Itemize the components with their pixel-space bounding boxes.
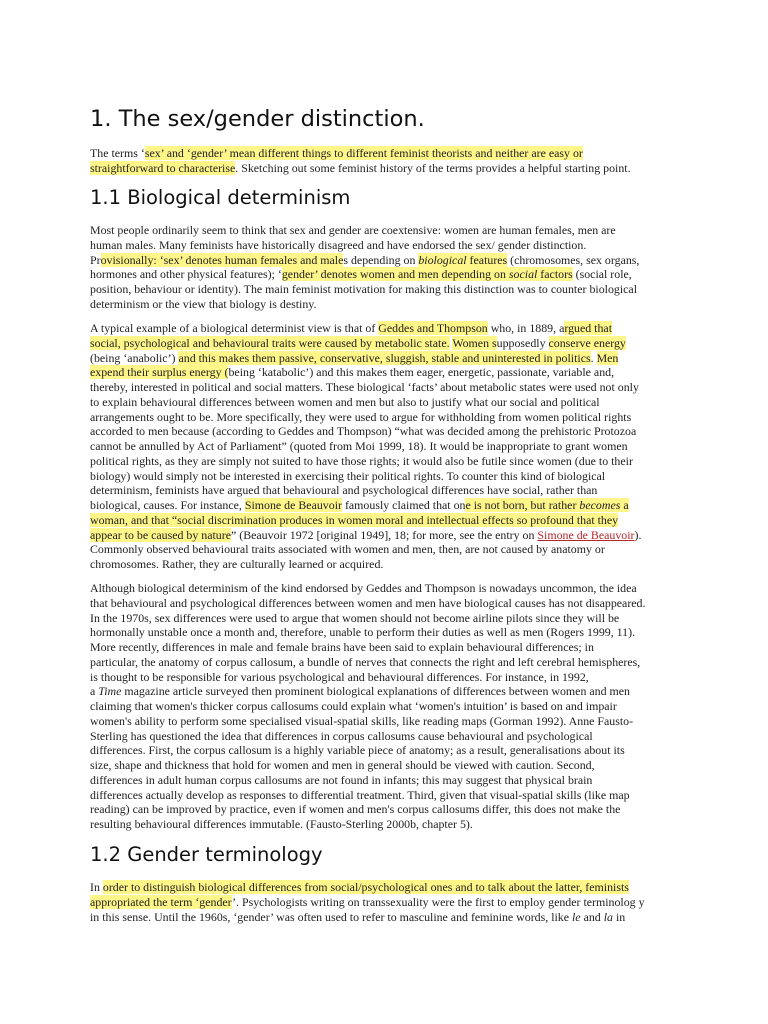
text-line [90,351,678,366]
text-run: magazine article surveyed then prominent biological explanations of differences between women and men [121,684,630,699]
highlighted-text: expend their surplus energy ( [90,365,229,380]
text-line [90,655,678,670]
text-run: is thought to be responsible for various psychological and behavioural differences. For instance, in 1992, [90,669,589,684]
text-run: Commonly observed behavioural traits associated with women and men, then, are not caused by anatomy or [90,542,605,557]
text-line [90,483,678,498]
text-line [90,267,678,282]
highlighted-text: gender’ denotes women and men depending on [281,267,509,282]
highlighted-text: features [466,252,508,267]
text-run: (social role, [572,267,632,282]
text-run: hormones and other physical features); ‘ [90,267,282,282]
text-line [90,699,678,714]
text-run: ” (Beauvoir 1972 [original 1949], 18; for more, see the entry on [230,527,538,542]
text-run: women's ability to perform some specialised visual-spatial skills, like reading maps (Gorman 1992). Anne Fausto- [90,713,634,728]
text-line [90,282,678,297]
highlighted-text: factors [537,267,573,282]
text-run: upposedly [496,335,549,350]
highlighted-text: biological [418,252,467,267]
text-run: hormonally unstable once a month and, therefore, unable to perform their duties as well as men (Rogers 1999, 11). [90,625,636,640]
text-line [90,773,678,788]
text-run: position, behaviour or identity). The main feminist motivation for making this distinction was to counter biological [90,282,637,296]
text-run: Time [98,684,122,699]
text-run: famously claimed that on [341,498,466,512]
text-line [90,238,678,253]
text-run: accorded to men because (according to Geddes and Thompson) “what was decided among the prehistoric Protozoa [90,424,637,439]
highlighted-text: conserve energy [548,335,626,350]
text-line [90,380,678,395]
text-line [90,729,678,744]
text-run: s depending on [343,252,419,267]
text-run: ’. Psychologists writing on transsexuality were the first to employ gender terminolog y [232,894,645,909]
highlighted-text: appropriated the term ‘gender [90,894,233,909]
text-line [90,297,678,312]
text-line [90,895,678,910]
text-run: determinism, feminists have argued that behavioural and psychological differences have social, rather than [90,483,598,498]
text-run: political rights, as they are simply not suited to have those rights; it would also be futile since women (due to their [90,453,633,468]
text-line [90,454,678,469]
text-run: Pr [90,252,101,267]
highlighted-text: social [508,267,538,282]
text-run: determinism or the view that biology is destiny. [90,296,317,311]
text-run: In the 1970s, sex differences were used to argue that women should not become airline pilots since they will be [90,610,620,625]
text-line [90,223,678,238]
text-line [90,410,678,425]
text-line [90,469,678,484]
text-line [90,161,678,176]
text-run: differences in adult human corpus callosums are not found in infants; this may suggest that physical brain [90,772,593,787]
text-run: resulting behavioural differences immutable. (Fausto-Sterling 2000b, chapter 5). [90,817,473,831]
text-run: biological, causes. For instance, [90,498,245,512]
text-line [90,714,678,729]
text-run: reading) can be improved by practice, even if women and men's corpus callosums differ, this does not make the [90,802,621,817]
highlighted-text: Women s [452,335,497,350]
highlighted-text: rgued that [564,321,613,335]
highlighted-text: a [620,498,629,512]
text-line [90,439,678,454]
text-run: ). [634,527,642,542]
text-line [90,321,678,336]
highlighted-text: order to distinguish biological differences from social/psychological ones and to talk about the latter, feminists [102,880,629,894]
paragraph-coextensive [90,223,678,312]
entry-link[interactable]: Simone de Beauvoir [537,527,635,542]
paragraph-gender-term-origin [90,880,678,924]
text-line [90,365,678,380]
text-run: differences. First, the corpus callosum is a highly variable piece of anatomy; as a result, generalisations about its [90,743,625,758]
text-run: la [603,909,613,924]
text-run: . [590,350,597,365]
heading-sex-gender-distinction: 1. The sex/gender distinction. [90,106,425,132]
text-line [90,557,678,572]
highlighted-text: Geddes and Thompson [378,321,488,335]
text-run: and [580,909,604,924]
text-run: to explain behavioural differences between women and men but also to justify what our social and political [90,394,600,409]
text-run: In [90,880,103,894]
heading-gender-terminology: 1.2 Gender terminology [90,843,323,866]
text-run: cannot be annulled by Act of Parliament” (quoted from Moi 1999, 18). It would be inappropriate to grant women [90,439,628,453]
highlighted-text: straightforward to characterise [90,160,236,175]
heading-biological-determinism: 1.1 Biological determinism [90,186,351,209]
text-run: The terms ‘ [90,146,145,160]
text-line [90,581,678,596]
text-run: claiming that women's thicker corpus callosums could explain what ‘women's intuition’ is based on and impair [90,699,617,713]
text-run: in this sense. Until the 1960s, ‘gender’ was often used to refer to masculine and feminine words, like [90,909,572,924]
text-line [90,253,678,268]
text-line [90,528,678,543]
text-line [90,424,678,439]
text-run: that behavioural and psychological differences between women and men have biological causes has not disappeared. [90,595,646,610]
text-run: (chromosomes, sex organs, [507,252,640,267]
text-run: chromosomes. Rather, they are culturally learned or acquired. [90,557,384,571]
text-line [90,910,678,925]
text-run: Most people ordinarily seem to think that sex and gender are coextensive: women are human females, men are [90,223,616,237]
text-run: . Sketching out some feminist history of the terms provides a helpful starting point. [235,160,631,175]
text-run: le [572,909,581,924]
highlighted-text: and this makes them passive, conservative, sluggish, stable and uninterested in politics [178,350,591,365]
text-run: differences actually develop as responses to differential treatment. Third, given that visual-spatial skills (like map [90,787,630,802]
text-line [90,611,678,626]
paragraph-brain-differences [90,581,678,832]
highlighted-text: becomes [579,498,621,512]
text-run: arrangements ought to be. More specifically, they were used to argue for withholding from women political rights [90,409,632,424]
paragraph-intro [90,146,678,176]
text-line [90,542,678,557]
text-line [90,395,678,410]
text-line [90,146,678,161]
text-line [90,670,678,685]
highlighted-text: Simone de Beauvoir [244,498,342,512]
highlighted-text: appear to be caused by nature [90,527,231,542]
text-line [90,788,678,803]
text-line [90,684,678,699]
highlighted-text: social, psychological and behavioural traits were caused by metabolic state. [90,335,450,350]
text-run: thereby, interested in political and social matters. These biological ‘facts’ about metabolic states were used not only [90,380,639,394]
text-line [90,513,678,528]
text-run: (being ‘anabolic’) [90,350,179,365]
text-run: More recently, differences in male and female brains have been said to explain behavioural differences; in [90,640,594,654]
text-run: human males. Many feminists have historically disagreed and have endorsed the sex/ gender distinction. [90,237,587,252]
highlighted-text: ovisionally: ‘sex’ denotes human females and male [100,252,344,267]
highlighted-text: woman, and that “social discrimination produces in women moral and intellectual effects so profound that they [90,512,619,527]
text-line [90,758,678,773]
highlighted-text: e is not born, but rather [465,498,580,512]
highlighted-text: sex’ and ‘gender’ mean different things to different feminist theorists and neither are easy or [144,146,583,160]
text-line [90,336,678,351]
text-line [90,625,678,640]
text-line [90,880,678,895]
text-line [90,640,678,655]
text-line [90,596,678,611]
text-run: biology) would simply not be interested in exercising their political rights. To counter this kind of biological [90,468,606,483]
text-line [90,743,678,758]
text-run: being ‘katabolic’) and this makes them eager, energetic, passionate, variable and, [228,365,615,380]
text-line [90,817,678,832]
text-run: A typical example of a biological determinist view is that of [90,321,379,335]
text-run: in [612,909,626,924]
highlighted-text: Men [596,350,619,365]
text-run: Sterling has questioned the idea that differences in corpus callosums cause behavioural and psychological [90,728,593,743]
text-line [90,498,678,513]
text-run: who, in 1889, a [487,321,565,335]
text-run: particular, the anatomy of corpus callosum, a bundle of nerves that connects the right and left cerebral hemispheres, [90,654,641,669]
text-run: size, shape and thickness that hold for women and men in general should be viewed with caution. Second, [90,758,595,772]
text-line [90,802,678,817]
text-run: Although biological determinism of the kind endorsed by Geddes and Thompson is nowadays uncommon, the idea [90,581,637,595]
paragraph-geddes-thompson [90,321,678,572]
text-run: a [90,684,99,699]
